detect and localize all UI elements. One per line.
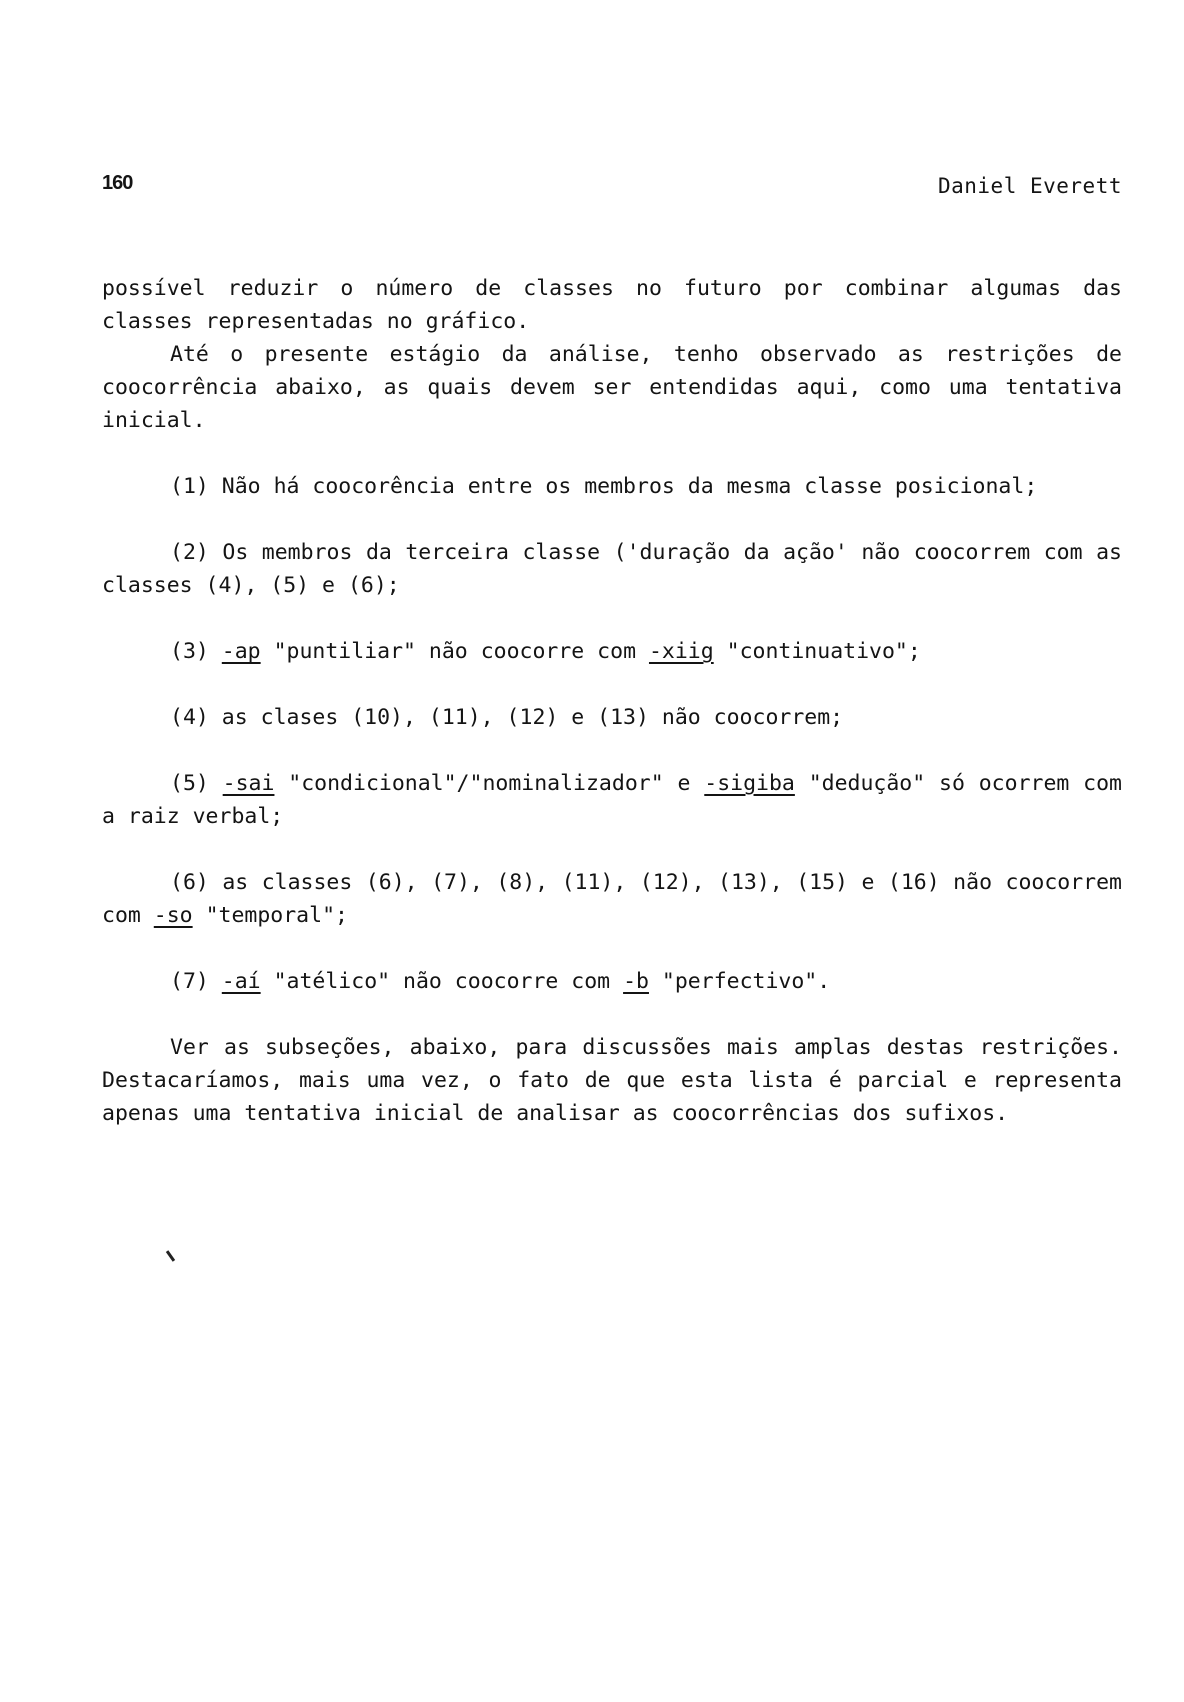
restriction-text-pre — [209, 969, 222, 994]
restriction-text: as clases (10), (11), (12) e (13) não coocorrem; — [208, 705, 844, 730]
restriction-text-mid: "condicional"/"nominalizador" e — [274, 771, 705, 796]
restriction-text-mid: "atélico" não coocorre com — [260, 969, 624, 994]
stray-ink-mark — [166, 1250, 175, 1262]
running-head-author: Daniel Everett — [937, 174, 1122, 198]
restriction-item-7 — [102, 965, 1122, 998]
restriction-item-6 — [102, 866, 1122, 932]
restriction-text-post: "perfectivo". — [648, 969, 831, 994]
restriction-number: (3) — [170, 639, 209, 664]
suffix-underlined: -ap — [221, 639, 261, 664]
suffix-underlined: -so — [153, 903, 193, 928]
restriction-number: (7) — [170, 969, 209, 994]
restriction-item-1 — [102, 470, 1122, 503]
restriction-number: (6) — [170, 870, 209, 895]
restriction-text-post: "continuativo"; — [713, 639, 921, 664]
restriction-text-pre — [209, 639, 222, 664]
restriction-text-post: "dedução" só ocorrem com a raiz verbal; — [102, 771, 1123, 829]
body-text — [102, 272, 1122, 1130]
restriction-text-post: "temporal"; — [192, 903, 348, 928]
restriction-item-2 — [102, 536, 1122, 602]
restriction-number: (1) — [170, 474, 209, 499]
restriction-item-5 — [102, 767, 1122, 833]
restriction-number: (5) — [170, 771, 209, 796]
restriction-text-pre: as classes (6), (7), (8), (11), (12), (13), (15) e (16) não coocorrem com — [102, 870, 1122, 928]
suffix-underlined: -sai — [222, 771, 275, 796]
restrictions-intro-paragraph: Até o presente estágio da análise, tenho observado as restrições de coocorrência abaixo, as quais devem ser entendidas aqui, como uma tentativa inicial. — [102, 342, 1122, 433]
closing-paragraph: Ver as subseções, abaixo, para discussões mais amplas destas restrições. Destacaríamos, mais uma vez, o fato de que esta lista é parcial e representa apenas uma tentativa inicial de analisar as coocorrências dos sufixos. — [102, 1035, 1122, 1126]
suffix-underlined: -xiig — [648, 639, 714, 664]
suffix-underlined: -aí — [221, 969, 261, 994]
page-number: 160 — [102, 172, 133, 194]
restriction-item-4 — [102, 701, 1122, 734]
page-header — [102, 172, 1122, 202]
restriction-number: (2) — [170, 540, 209, 565]
intro-paragraph: possível reduzir o número de classes no futuro por combinar algumas das classes representadas no gráfico. — [102, 276, 1122, 334]
suffix-underlined: -sigiba — [704, 771, 795, 796]
restriction-item-3 — [102, 635, 1122, 668]
restriction-text: Não há coocorência entre os membros da mesma classe posicional; — [208, 474, 1038, 499]
restriction-text-pre — [209, 771, 223, 796]
restriction-text-mid: "puntiliar" não coocorre com — [260, 639, 649, 664]
suffix-underlined: -b — [623, 969, 649, 994]
restriction-number: (4) — [170, 705, 209, 730]
restriction-text: Os membros da terceira classe ('duração da ação' não coocorrem com as classes (4), (5) e (6); — [102, 540, 1122, 598]
